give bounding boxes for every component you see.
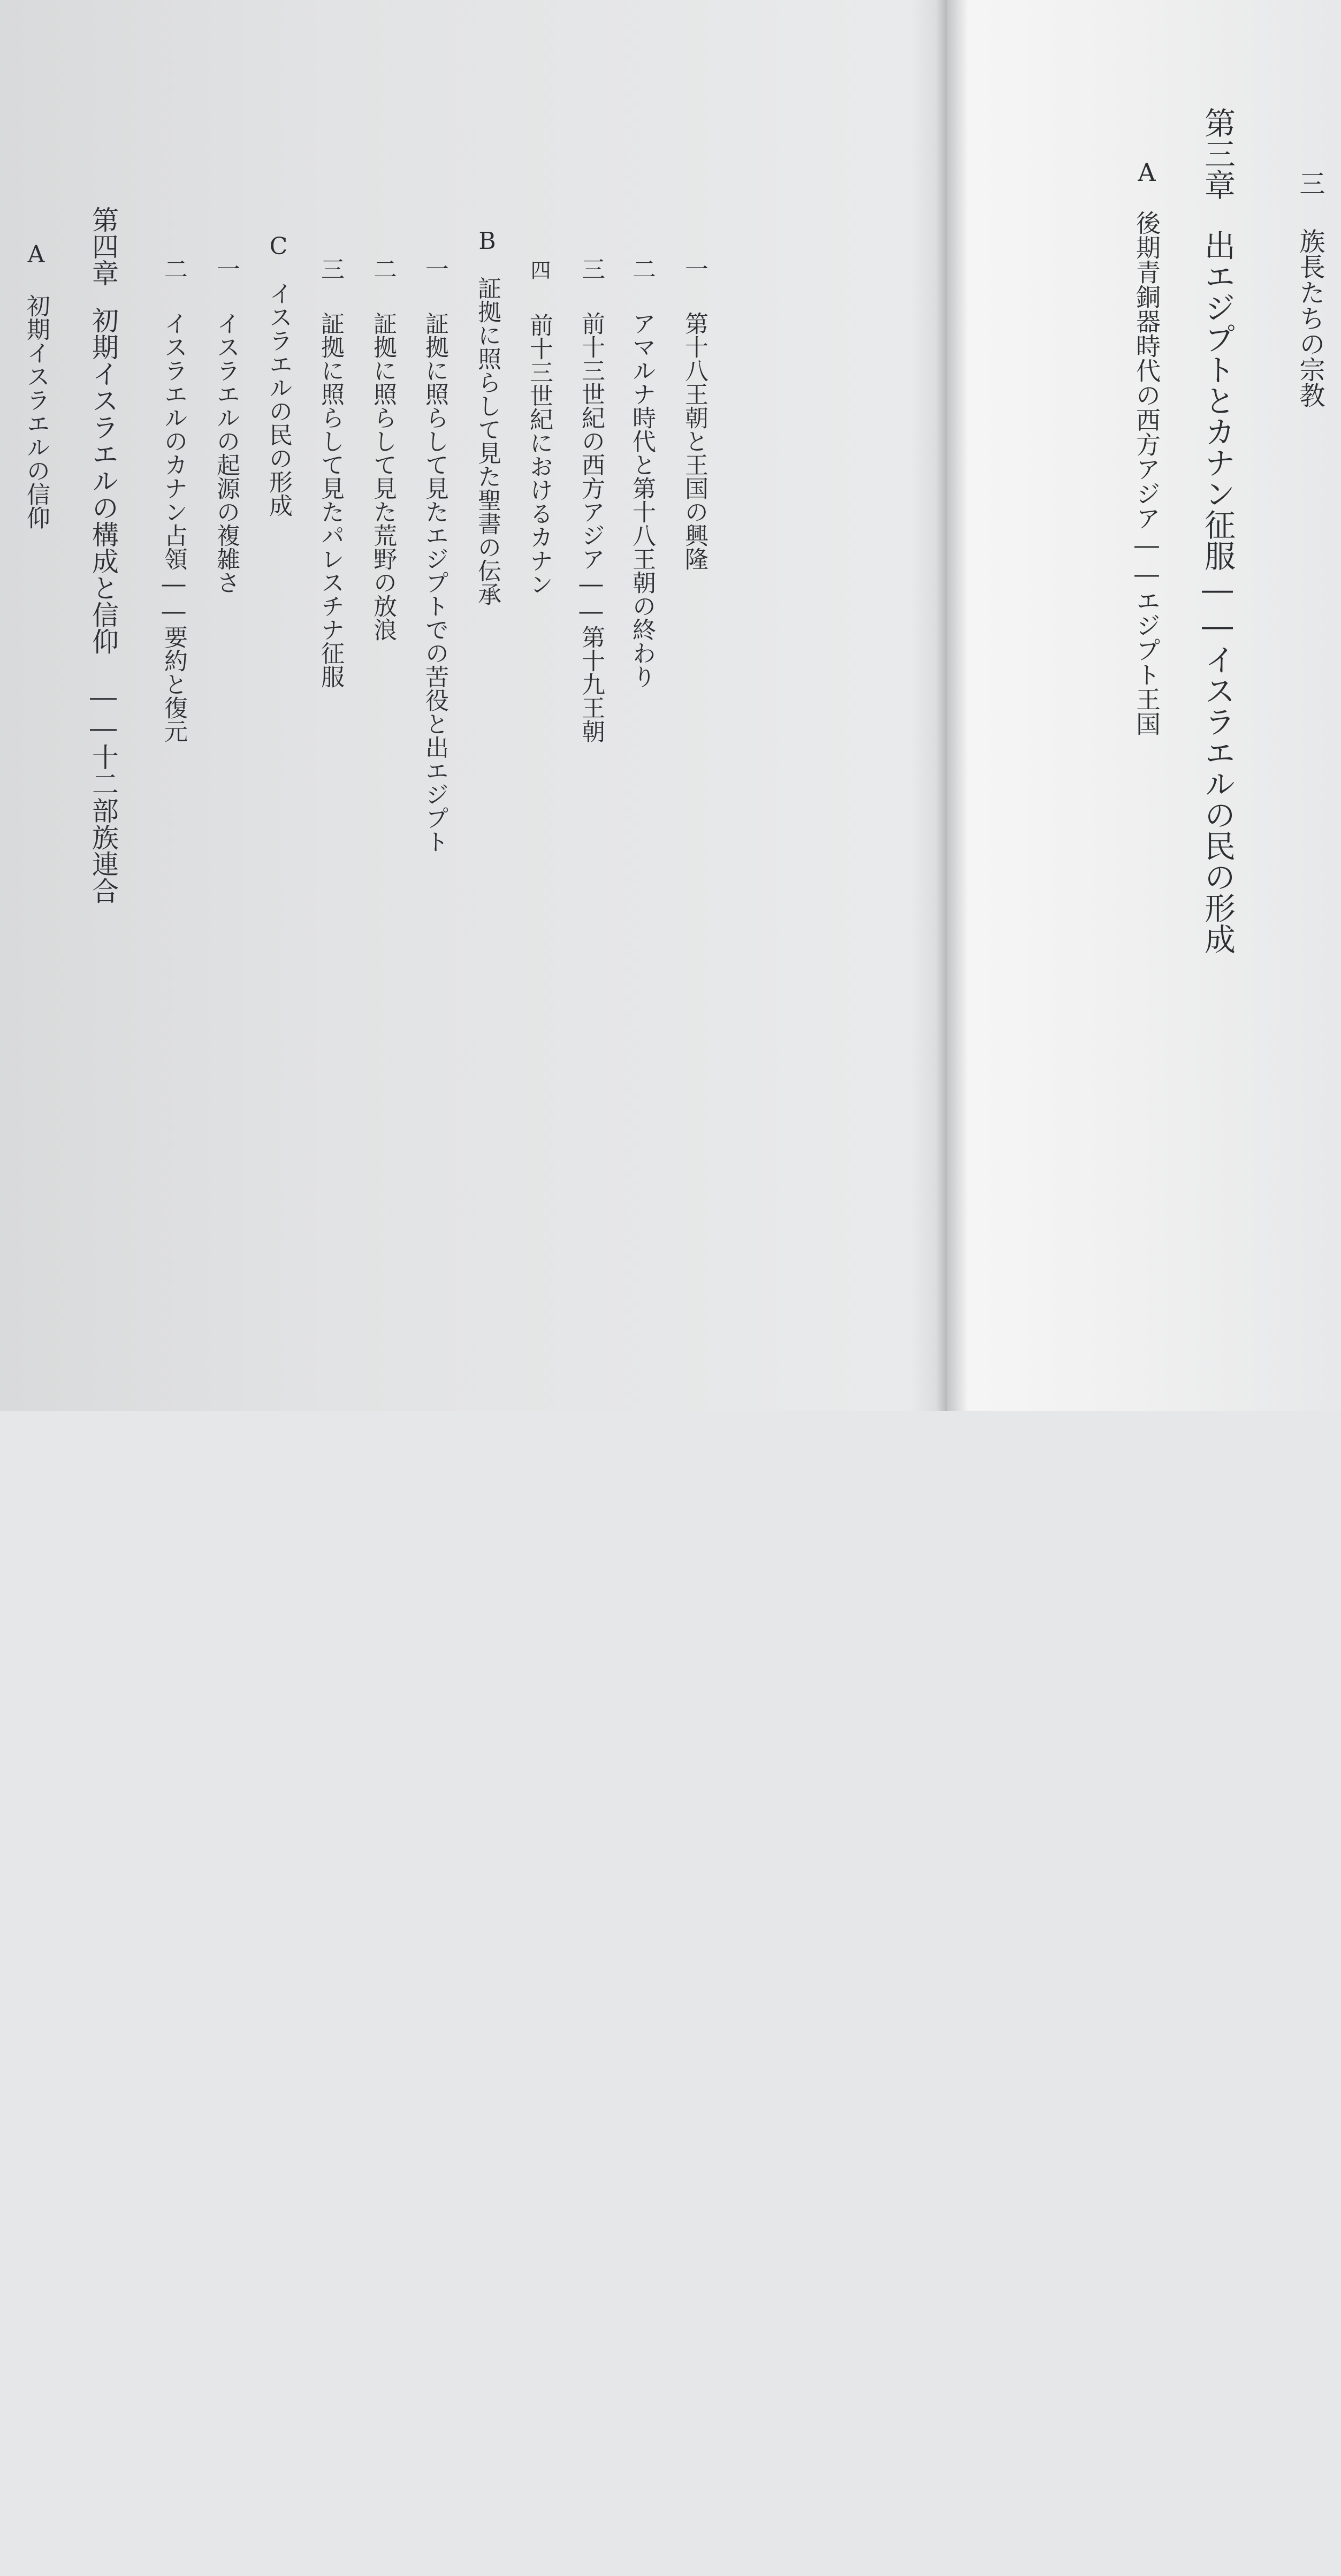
entry-title: 前十三世紀の西方アジア――第十九王朝 [577, 311, 605, 743]
entry-title: 前十三世紀におけるカナン [525, 313, 553, 596]
toc-part [24, 241, 48, 1652]
toc-entry [369, 257, 397, 1668]
entry-number: 三 [1295, 170, 1325, 196]
entry-title: 証拠に照らして見たパレスチナ征服 [317, 311, 344, 688]
part-letter: B [474, 227, 501, 255]
entry-number: 二 [160, 257, 187, 280]
chapter-title: 初期イスラエルの構成と信仰 ――十二部族連合 [88, 307, 119, 904]
part-title: 初期イスラエルの信仰 [22, 294, 50, 529]
chapter-title: 出エジプトとカナン征服――イスラエルの民の形成 [1199, 230, 1236, 954]
toc-entry [423, 257, 446, 1668]
entry-number: 一 [212, 257, 240, 280]
entry-number: 一 [421, 257, 448, 280]
part-title: 証拠に照らして見た聖書の伝承 [474, 276, 501, 606]
entry-title: イスラエルのカナン占領――要約と復元 [160, 311, 187, 743]
entry-number: 四 [527, 260, 551, 280]
chapter-number: 第三章 [1199, 107, 1236, 200]
toc-entry [527, 260, 551, 1670]
entry-number: 二 [369, 257, 397, 280]
left-page [0, 0, 947, 1411]
entry-title: 証拠に照らして見たエジプトでの苦役と出エジプト [421, 311, 448, 853]
entry-number: 三 [577, 257, 605, 280]
entry-title: イスラエルの起源の複雑さ [212, 311, 240, 594]
entry-number: 二 [628, 257, 656, 280]
part-title: 後期青銅器時代の西方アジア――エジプト王国 [1132, 210, 1161, 736]
entry-title: 族長たちの宗教 [1295, 228, 1325, 408]
toc-entry [318, 257, 342, 1668]
entry-number: 三 [317, 257, 344, 280]
entry-number: 一 [681, 257, 708, 280]
toc-entry [214, 257, 238, 1668]
toc-chapter [1199, 107, 1236, 1518]
toc-entry [579, 257, 603, 1668]
right-page [947, 0, 1341, 1411]
chapter-number: 第四章 [88, 206, 119, 286]
part-title: イスラエルの民の形成 [265, 282, 292, 517]
toc-entry [1297, 170, 1323, 1581]
toc-entry [162, 257, 185, 1668]
entry-title: 第十八王朝と王国の興隆 [681, 311, 708, 571]
toc-part [475, 227, 499, 1638]
toc-part [266, 233, 290, 1644]
toc-chapter [90, 206, 117, 1617]
entry-title: アマルナ時代と第十八王朝の終わり [628, 311, 656, 688]
entry-title: 証拠に照らして見た荒野の放浪 [369, 311, 397, 641]
toc-entry [682, 257, 706, 1668]
page-gutter-shadow [910, 0, 969, 1411]
part-letter: A [22, 241, 50, 268]
part-letter: A [1132, 158, 1161, 187]
toc-part [1134, 158, 1159, 1569]
part-letter: C [265, 233, 292, 260]
toc-entry [628, 257, 656, 1668]
